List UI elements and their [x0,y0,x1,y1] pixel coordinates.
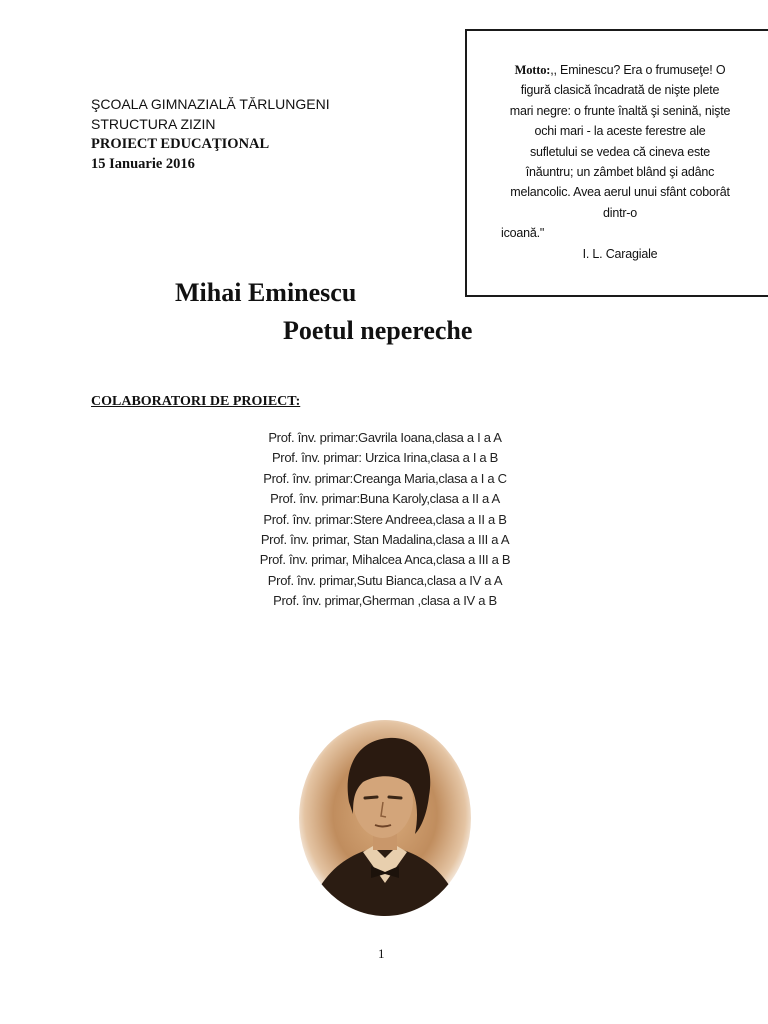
motto-line-8: dintr-o [602,205,638,220]
title-name: Mihai Eminescu [175,278,357,307]
project-date: 15 Ianuarie 2016 [91,156,195,172]
motto-author: I. L. Caragiale [582,246,658,261]
motto-line-1 [489,60,751,80]
motto-line-7: melancolic. Avea aerul unui sfânt coborât [510,185,730,200]
list-item: Prof. înv. primar:Gavrila Ioana,clasa a I a A [268,430,502,445]
list-item: Prof. înv. primar, Stan Madalina,clasa a III a A [260,532,510,548]
motto-label: Motto: [514,63,551,77]
motto-line-1-text: ,, Eminescu? Era o frumuseţe! O [550,63,726,77]
motto-text [489,60,751,264]
collaborators-heading: COLABORATORI DE PROIECT: [91,394,301,409]
motto-line-3: mari negre: o frunte înaltă şi senină, nişte [509,103,731,118]
portrait-icon [297,718,473,918]
list-item: Prof. înv. primar:Stere Andreea,clasa a II a B [263,511,507,527]
school-name: ŞCOALA GIMNAZIALĂ TĂRLUNGENI [91,96,330,112]
page-number: 1 [378,946,385,961]
list-item: Prof. înv. primar:Buna Karoly,clasa a II a A [270,491,500,507]
motto-line-6: înăuntru; un zâmbet blând şi adânc [525,165,715,180]
motto-box [465,29,768,297]
list-item: Prof. înv. primar,Gherman ,clasa a IV a B [273,593,497,609]
collaborators-list [200,428,570,612]
school-header [91,94,330,174]
title-subtitle: Poetul nepereche [283,316,473,345]
motto-line-9: icoană." [501,226,545,241]
motto-line-5: sufletului se vedea că cineva este [529,144,711,159]
motto-line-2: figură clasică încadrată de nişte plete [520,83,720,98]
list-item: Prof. înv. primar,Sutu Bianca,clasa a IV a A [267,572,503,588]
motto-line-4: ochi mari - la aceste ferestre ale [534,124,706,139]
list-item: Prof. înv. primar, Mihalcea Anca,clasa a III a B [259,552,511,568]
list-item: Prof. înv. primar:Creanga Maria,clasa a I a C [263,470,507,486]
project-type: PROIECT EDUCAŢIONAL [91,136,270,152]
list-item: Prof. înv. primar: Urzica Irina,clasa a I a B [271,450,499,466]
school-structure: STRUCTURA ZIZIN [91,116,216,132]
